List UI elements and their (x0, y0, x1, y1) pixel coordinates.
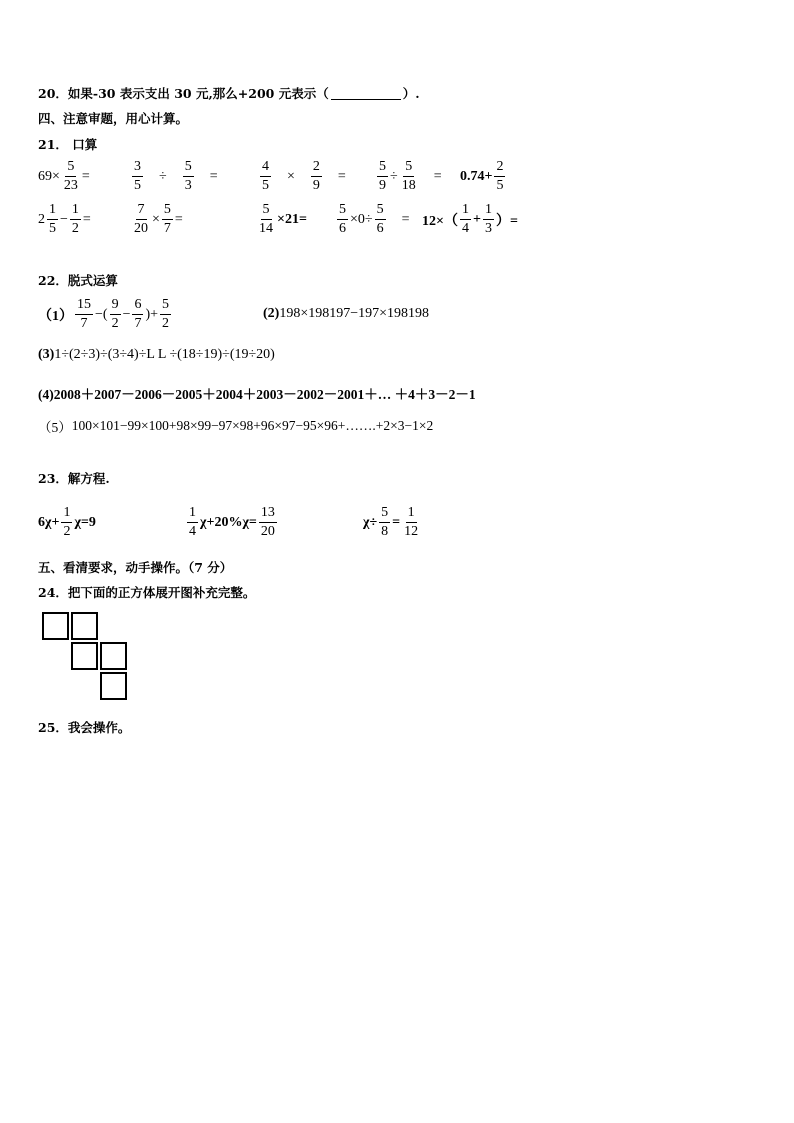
fraction: $\frac{5}{3}$ (184, 159, 192, 193)
q21-r2-e (422, 203, 518, 236)
q23-equation-1 (38, 506, 96, 539)
q20-number: 20． (38, 86, 68, 101)
expr-text: 69× (38, 168, 60, 184)
expr-text: χ+20%χ= (200, 514, 257, 530)
q22-part-1 (38, 298, 173, 331)
q21-r2-a (38, 203, 91, 236)
operator: × (152, 211, 160, 227)
q21-r2-d (335, 203, 410, 236)
fraction: $\frac{5}{23}$ (63, 159, 78, 193)
q21-r1-b (130, 160, 218, 193)
q23-title: 23．解方程. (38, 471, 110, 486)
question-20 (38, 84, 420, 102)
q21-r1-d (375, 160, 442, 193)
q25-title: 25．我会操作。 (38, 720, 131, 735)
equals-sign: = (392, 514, 401, 530)
q22-part-3 (38, 347, 275, 363)
fraction: $\frac{5}{18}$ (401, 159, 416, 193)
equals-sign: = (81, 168, 90, 184)
expr-text: ×21= (277, 211, 307, 227)
equals-sign: = (82, 211, 91, 227)
net-square (100, 642, 127, 670)
net-square (100, 672, 127, 700)
fraction: $\frac{1}{12}$ (404, 505, 419, 539)
q24-title: 24．把下面的正方体展开图补充完整。 (38, 585, 256, 600)
fraction: $\frac{1}{2}$ (63, 505, 71, 539)
expression: 1÷(2÷3)÷(3÷4)÷L L ÷(18÷19)÷(19÷20) (54, 347, 275, 362)
expr-text: ×0÷ (350, 211, 373, 227)
expr-text: χ÷ (363, 514, 378, 530)
q22-title: 22．脱式运算 (38, 273, 118, 288)
section-5-title: 五、看清要求，动手操作。（7 分） (38, 560, 233, 575)
equals-sign: = (174, 211, 183, 227)
section-4-title: 四、注意审题，用心计算。 (38, 111, 189, 126)
q22-part-2 (263, 306, 429, 322)
fraction: $\frac{5}{9}$ (379, 159, 386, 193)
fraction: $\frac{5}{7}$ (163, 202, 171, 236)
q21-r2-b (130, 203, 183, 236)
expr-text: 6χ+ (38, 514, 60, 530)
q22-part-4: (4)2008＋2007－2006－2005＋2004＋2003－2002－2001＋… ＋4＋3－2－1 (38, 387, 476, 402)
q21-title: 21． 口算 (38, 137, 98, 152)
q21-r1-a (38, 160, 90, 193)
q20-text-before: 如果-30 表示支出 30 元,那么+200 元表示（ (67, 86, 329, 101)
net-square (71, 642, 98, 670)
fraction: $\frac{1}{4}$ (189, 505, 196, 539)
fraction: $\frac{2}{9}$ (312, 159, 320, 193)
operator: − (122, 306, 131, 322)
fraction: $\frac{1}{4}$ (461, 202, 469, 236)
fraction: $\frac{5}{8}$ (381, 505, 389, 539)
expression: 198×198197−197×198198 (279, 306, 430, 321)
equals-sign: = (433, 168, 442, 184)
fraction: $\frac{5}{14}$ (259, 202, 273, 236)
expr-text: 0.74+ (460, 168, 493, 184)
operator: × (287, 168, 295, 184)
fraction: $\frac{3}{5}$ (134, 159, 141, 193)
fraction: $\frac{9}{2}$ (111, 297, 119, 331)
operator: − (60, 211, 68, 227)
fraction: $\frac{7}{20}$ (134, 202, 148, 236)
fraction: $\frac{5}{6}$ (339, 202, 346, 236)
fraction: $\frac{2}{5}$ (496, 159, 504, 193)
part-label: (3) (38, 347, 55, 362)
fraction: $\frac{15}{7}$ (77, 297, 91, 331)
operator: ÷ (159, 168, 167, 184)
fraction: $\frac{6}{7}$ (134, 297, 142, 331)
part-label: （5） (38, 420, 72, 435)
q21-r1-e (460, 160, 507, 193)
expr-text: 12×（ (422, 213, 458, 229)
equals-sign: = (401, 211, 410, 227)
fraction: $\frac{1}{5}$ (49, 202, 56, 236)
q20-text-after: ）. (402, 86, 420, 101)
q21-r2-c (255, 203, 307, 236)
fraction: $\frac{5}{6}$ (376, 202, 384, 236)
fraction: $\frac{1}{2}$ (71, 202, 79, 236)
q21-r1-c (258, 160, 346, 193)
net-square (71, 612, 98, 640)
part-label: (2) (263, 306, 280, 321)
expression: 100×101−99×100+98×99−97×98+96×97−95×96+…….+2×3−1×2 (71, 418, 434, 433)
fraction: $\frac{4}{5}$ (262, 159, 269, 193)
operator: −( (95, 306, 108, 322)
whole-number: 2 (38, 211, 45, 227)
equals-sign: = (337, 168, 346, 184)
q22-part-5 (38, 416, 433, 436)
q23-equation-3 (363, 506, 422, 539)
equals-sign: = (209, 168, 218, 184)
net-square (42, 612, 69, 640)
expr-text: ）= (495, 213, 518, 229)
operator: )+ (145, 306, 159, 322)
q23-equation-2 (185, 506, 279, 539)
expr-text: χ=9 (74, 514, 96, 530)
q20-answer-blank[interactable] (331, 87, 401, 100)
cube-net-diagram (42, 612, 132, 704)
part-label: （1） (38, 308, 73, 324)
operator: ÷ (390, 168, 398, 184)
fraction: $\frac{5}{2}$ (162, 297, 170, 331)
fraction: $\frac{1}{3}$ (484, 202, 492, 236)
operator: + (472, 211, 481, 227)
fraction: $\frac{13}{20}$ (260, 505, 275, 539)
